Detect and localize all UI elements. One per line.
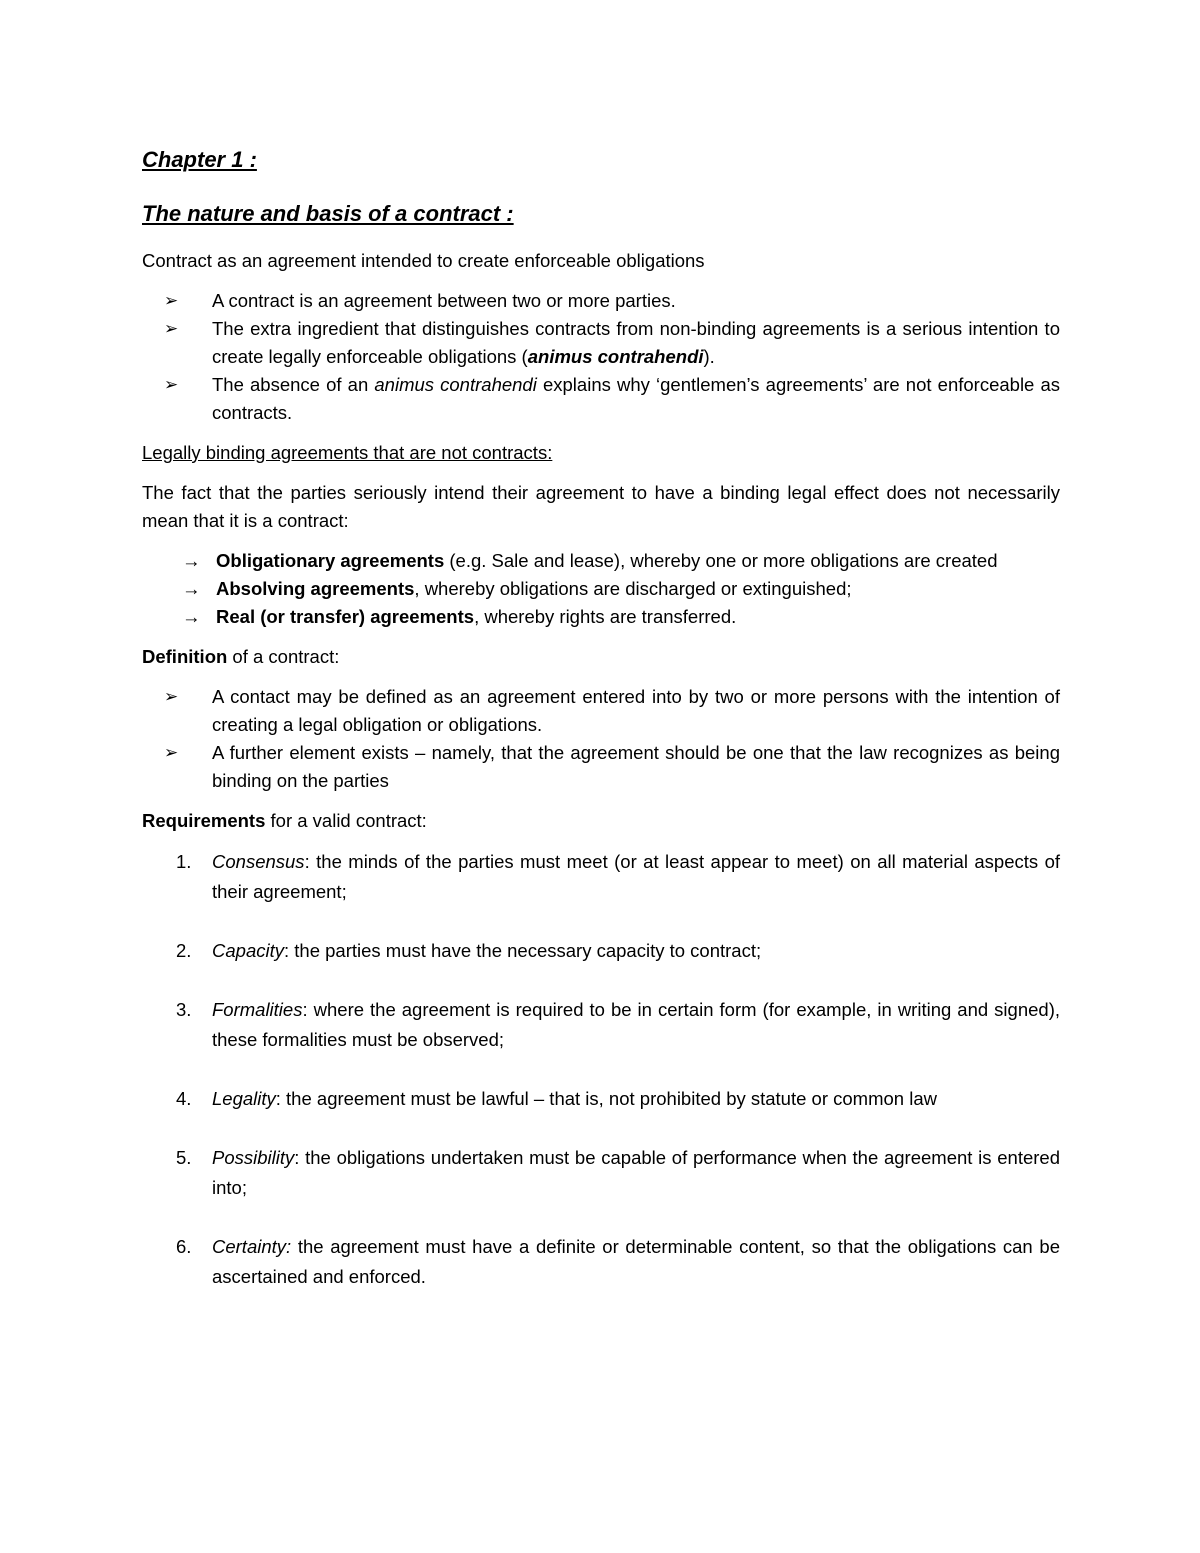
arrowhead-bullet-icon: ➢ <box>164 291 179 310</box>
requirement-term: Legality <box>212 1088 276 1109</box>
bullet-text: The extra ingredient that distinguishes contracts from non-binding agreements is a serious intention to create legally enforceable obligations ( <box>212 318 1060 367</box>
arrowhead-bullet-icon: ➢ <box>164 687 179 706</box>
agreement-type-text: , whereby rights are transferred. <box>474 606 737 627</box>
requirements-rest: for a valid contract: <box>265 810 427 831</box>
item-number: 4. <box>176 1088 192 1109</box>
list-item <box>142 936 1060 966</box>
agreement-type-term: Absolving agreements <box>216 578 415 599</box>
bullet-text: explains why ‘gentlemen’s agreements’ are not enforceable as contracts. <box>212 374 1061 423</box>
bullet-text: A further element exists – namely, that the agreement should be one that the law recognizes as being binding on the parties <box>212 742 1060 791</box>
arrowhead-bullet-icon: ➢ <box>164 743 179 762</box>
list-item <box>142 575 1060 603</box>
agreement-type-term: Real (or transfer) agreements <box>216 606 475 627</box>
item-number: 5. <box>176 1147 192 1168</box>
list-item <box>142 371 1060 427</box>
list-item <box>142 1084 1060 1114</box>
latin-term: animus contrahendi <box>374 374 537 395</box>
list-item <box>142 315 1060 371</box>
item-number: 6. <box>176 1236 192 1257</box>
list-item <box>142 847 1060 907</box>
intro-text: Contract as an agreement intended to create enforceable obligations <box>142 250 705 271</box>
requirement-text: the agreement must have a definite or determinable content, so that the obligations can be ascertained and enforced. <box>212 1236 1060 1287</box>
requirements-term: Requirements <box>142 810 266 831</box>
agreement-type-text: , whereby obligations are discharged or extinguished; <box>414 578 852 599</box>
right-arrow-icon: → <box>182 606 201 627</box>
item-number: 2. <box>176 940 192 961</box>
agreement-type-text: (e.g. Sale and lease), whereby one or more obligations are created <box>444 550 998 571</box>
legally-binding-paragraph: The fact that the parties seriously intend their agreement to have a binding legal effect does not necessarily mean that it is a contract: <box>142 482 1060 531</box>
requirement-text: : the agreement must be lawful – that is, not prohibited by statute or common law <box>275 1088 937 1109</box>
list-item <box>142 547 1060 575</box>
bullet-text: A contact may be defined as an agreement entered into by two or more persons with the intention of creating a legal obligation or obligations. <box>212 686 1060 735</box>
latin-term: animus contrahendi <box>527 346 704 367</box>
bullet-text: The absence of an <box>212 374 375 395</box>
requirement-text: : the parties must have the necessary capacity to contract; <box>283 940 762 961</box>
list-item <box>142 1143 1060 1203</box>
section-heading: The nature and basis of a contract : <box>142 201 514 226</box>
definition-heading <box>142 643 1060 671</box>
requirement-term: Certainty: <box>212 1236 292 1257</box>
definition-bullets <box>142 683 1060 795</box>
legally-binding-heading: Legally binding agreements that are not contracts: <box>142 442 553 463</box>
definition-rest: of a contract: <box>227 646 340 667</box>
item-number: 1. <box>176 851 192 872</box>
item-number: 3. <box>176 999 192 1020</box>
list-item <box>142 1232 1060 1292</box>
requirements-heading <box>142 807 1060 835</box>
arrowhead-bullet-icon: ➢ <box>164 319 179 338</box>
list-item <box>142 995 1060 1055</box>
requirement-term: Capacity <box>212 940 284 961</box>
list-item <box>142 603 1060 631</box>
bullet-text: ). <box>703 346 715 367</box>
requirement-term: Formalities <box>212 999 303 1020</box>
right-arrow-icon: → <box>182 578 201 599</box>
requirement-term: Consensus <box>212 851 305 872</box>
list-item <box>142 683 1060 739</box>
bullet-text: A contract is an agreement between two or more parties. <box>212 290 676 311</box>
requirements-list <box>142 847 1060 1292</box>
requirement-term: Possibility <box>212 1147 295 1168</box>
definition-term: Definition <box>142 646 228 667</box>
right-arrow-icon: → <box>182 550 201 571</box>
contract-bullets <box>142 287 1060 427</box>
requirement-text: : where the agreement is required to be in certain form (for example, in writing and signed), these formalities must be observed; <box>212 999 1060 1050</box>
list-item <box>142 739 1060 795</box>
requirement-text: : the obligations undertaken must be capable of performance when the agreement is entered into; <box>212 1147 1060 1198</box>
agreement-type-term: Obligationary agreements <box>216 550 445 571</box>
requirement-text: : the minds of the parties must meet (or at least appear to meet) on all material aspects of their agreement; <box>212 851 1060 902</box>
arrowhead-bullet-icon: ➢ <box>164 375 179 394</box>
agreement-types-list <box>142 547 1060 631</box>
list-item <box>142 287 1060 315</box>
chapter-heading: Chapter 1 : <box>142 147 257 172</box>
